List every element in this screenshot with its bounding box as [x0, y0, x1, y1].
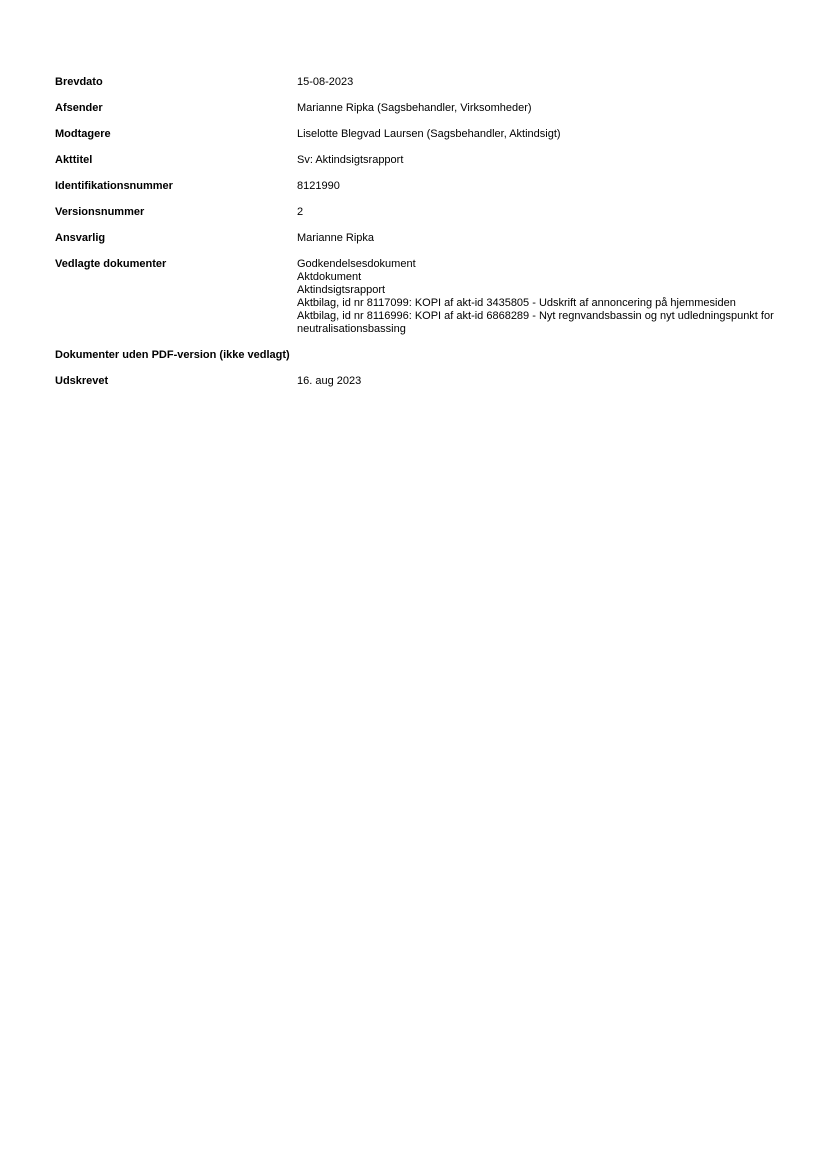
row-responsible	[55, 232, 787, 245]
attached-documents-label: Vedlagte dokumenter	[55, 258, 167, 270]
document-title-label: Akttitel	[55, 154, 93, 166]
row-sender	[55, 102, 787, 115]
responsible-value: Marianne Ripka	[297, 232, 375, 244]
identification-number-value: 8121990	[297, 180, 340, 192]
attached-documents-list	[297, 258, 787, 336]
row-version-number	[55, 206, 787, 219]
row-identification-number	[55, 180, 787, 193]
recipients-value: Liselotte Blegvad Laursen (Sagsbehandler, Aktindsigt)	[297, 128, 561, 140]
sender-label: Afsender	[55, 102, 103, 114]
attachment-item: Aktbilag, id nr 8116996: KOPI af akt-id 6868289 - Nyt regnvandsbassin og nyt udledningspunkt for neutralisationsbassing	[297, 310, 774, 335]
row-documents-without-pdf	[55, 349, 787, 362]
attachment-item: Godkendelsesdokument	[297, 258, 416, 270]
letter-date-value: 15-08-2023	[297, 76, 354, 88]
recipients-label: Modtagere	[55, 128, 111, 140]
attachment-item: Aktbilag, id nr 8117099: KOPI af akt-id 3435805 - Udskrift af annoncering på hjemmesiden	[297, 297, 736, 309]
responsible-label: Ansvarlig	[55, 232, 106, 244]
printed-label: Udskrevet	[55, 375, 109, 387]
row-attached-documents	[55, 258, 787, 336]
row-document-title	[55, 154, 787, 167]
attachment-item: Aktindsigtsrapport	[297, 284, 386, 296]
identification-number-label: Identifikationsnummer	[55, 180, 173, 192]
row-printed	[55, 375, 787, 388]
document-title-value: Sv: Aktindsigtsrapport	[297, 154, 404, 166]
row-recipients	[55, 128, 787, 141]
documents-without-pdf-label: Dokumenter uden PDF-version (ikke vedlagt)	[55, 349, 290, 361]
attachment-item: Aktdokument	[297, 271, 362, 283]
row-letter-date	[55, 76, 787, 89]
version-number-label: Versionsnummer	[55, 206, 145, 218]
sender-value: Marianne Ripka (Sagsbehandler, Virksomheder)	[297, 102, 532, 114]
version-number-value: 2	[297, 206, 304, 218]
printed-value: 16. aug 2023	[297, 375, 362, 387]
letter-date-label: Brevdato	[55, 76, 103, 88]
